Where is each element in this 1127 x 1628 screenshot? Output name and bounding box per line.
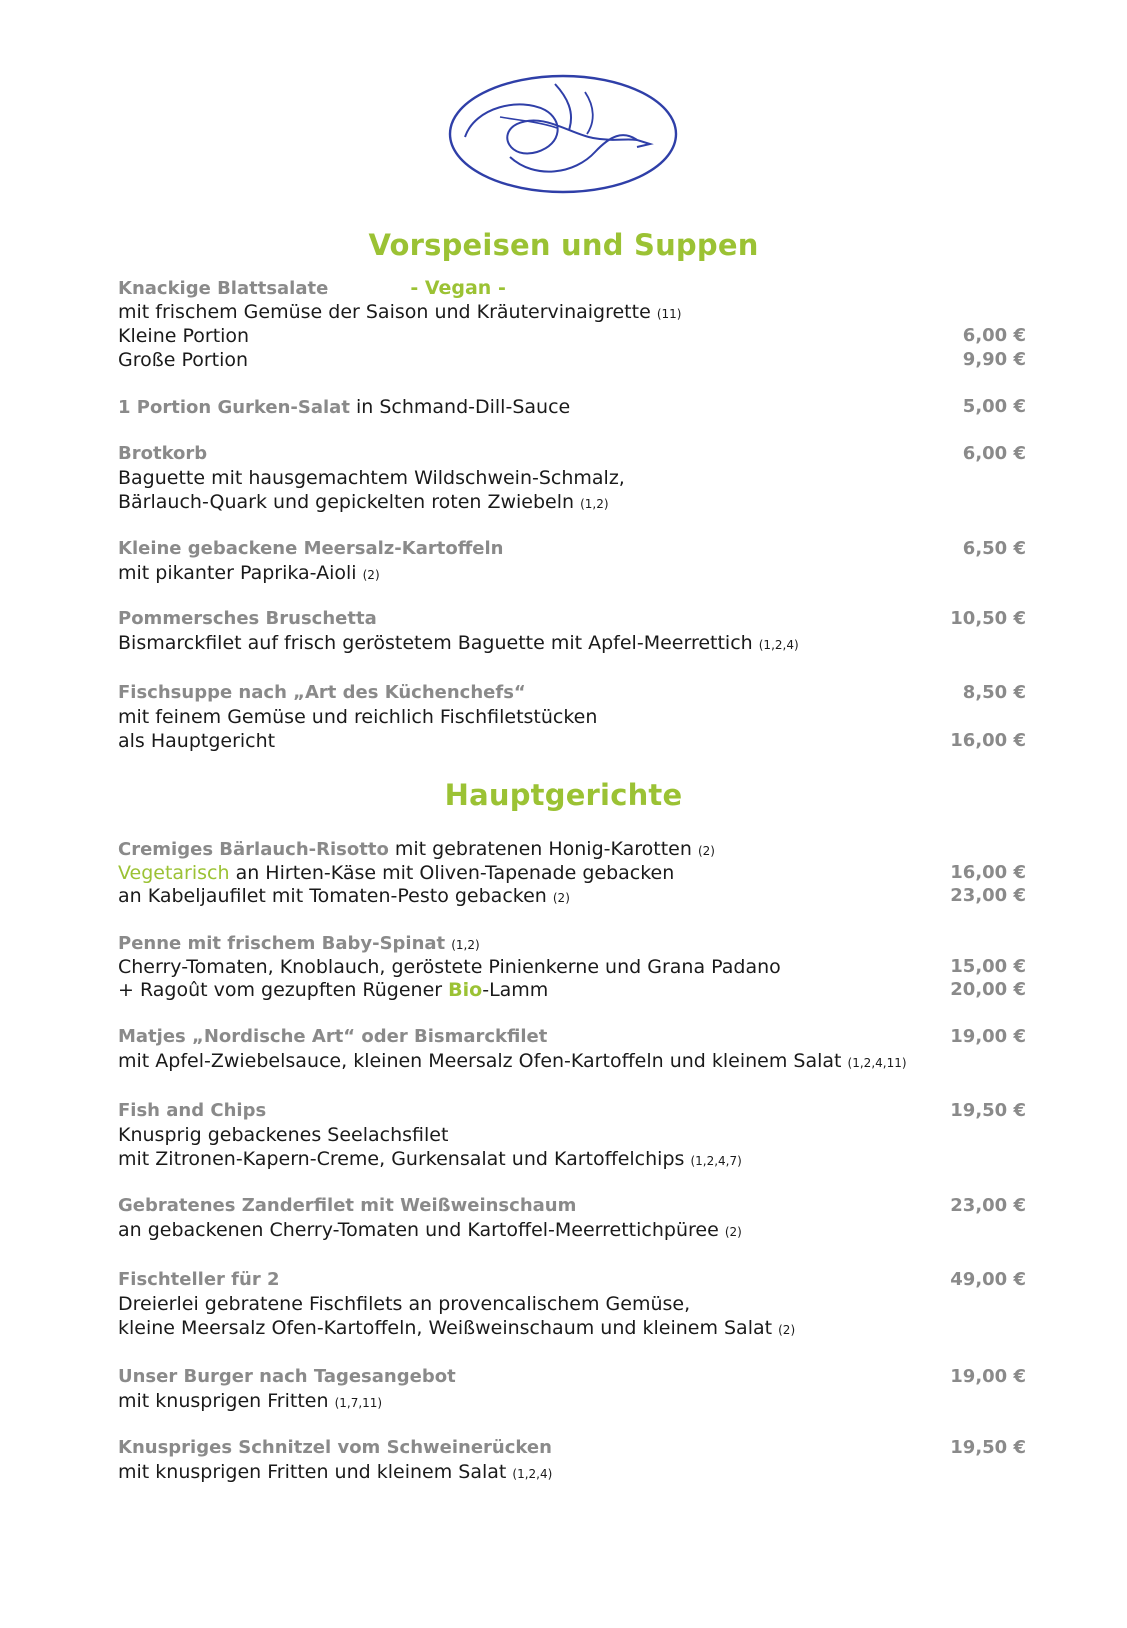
portion-large: Große Portion 9,90 € xyxy=(118,349,1026,371)
price: 6,50 € xyxy=(962,538,1026,559)
price: 6,00 € xyxy=(962,325,1026,346)
vegetarian-tag: Vegetarisch xyxy=(118,862,230,884)
menu-item-potatoes: Kleine gebackene Meersalz-Kartoffeln 6,50 € xyxy=(118,538,1026,559)
dish-description: Knusprig gebackenes Seelachsfilet xyxy=(118,1124,449,1146)
dish-description: an gebackenen Cherry-Tomaten und Kartoffel-Meerrettichpüree (2) xyxy=(118,1219,742,1241)
price: 5,00 € xyxy=(962,396,1026,417)
price: 8,50 € xyxy=(962,682,1026,703)
section-title-mains: Hauptgerichte xyxy=(444,778,683,812)
bio-tag: Bio xyxy=(448,979,483,1001)
price: 19,50 € xyxy=(950,1437,1026,1458)
dish-description: Bismarckfilet auf frisch geröstetem Baguette mit Apfel-Meerrettich (1,2,4) xyxy=(118,632,799,654)
menu-item-burger: Unser Burger nach Tagesangebot 19,00 € xyxy=(118,1366,1026,1387)
dish-description: Baguette mit hausgemachtem Wildschwein-Schmalz, xyxy=(118,467,625,489)
section-title-starters: Vorspeisen und Suppen xyxy=(368,228,759,262)
portion-small: Kleine Portion 6,00 € xyxy=(118,325,1026,347)
menu-item-matjes: Matjes „Nordische Art“ oder Bismarckfilet 19,00 € xyxy=(118,1026,1026,1047)
dish-description: mit frischem Gemüse der Saison und Kräutervinaigrette (11) xyxy=(118,301,682,323)
menu-item-cucumber: 1 Portion Gurken-Salat in Schmand-Dill-Sauce 5,00 € xyxy=(118,396,1026,418)
price: 19,00 € xyxy=(950,1366,1026,1387)
price: 6,00 € xyxy=(962,443,1026,464)
dish-description: mit feinem Gemüse und reichlich Fischfiletstücken xyxy=(118,706,598,728)
dish-description: mit Zitronen-Kapern-Creme, Gurkensalat und Kartoffelchips (1,2,4,7) xyxy=(118,1148,742,1170)
menu-item-bread: Brotkorb 6,00 € xyxy=(118,443,1026,464)
menu-item-salad xyxy=(118,276,1026,300)
menu-item-penne: Penne mit frischem Baby-Spinat (1,2) xyxy=(118,933,480,954)
menu-item-schnitzel: Knuspriges Schnitzel vom Schweinerücken 19,50 € xyxy=(118,1437,1026,1458)
price: 20,00 € xyxy=(950,979,1026,1000)
dish-description: Cherry-Tomaten, Knoblauch, geröstete Pinienkerne und Grana Padano 15,00 € xyxy=(118,956,1026,978)
risotto-fish: an Kabeljaufilet mit Tomaten-Pesto gebacken (2) 23,00 € xyxy=(118,885,1026,907)
price: 9,90 € xyxy=(962,349,1026,370)
price: 15,00 € xyxy=(950,956,1026,977)
penne-lamb-option: + Ragoût vom gezupften Rügener Bio-Lamm 20,00 € xyxy=(118,979,1026,1001)
risotto-vegetarian: Vegetarisch an Hirten-Käse mit Oliven-Tapenade gebacken 16,00 € xyxy=(118,862,1026,884)
menu-item-soup: Fischsuppe nach „Art des Küchenchefs“ 8,50 € xyxy=(118,682,1026,703)
dish-description: mit knusprigen Fritten (1,7,11) xyxy=(118,1390,383,1412)
soup-main-portion: als Hauptgericht 16,00 € xyxy=(118,730,1026,752)
allergen-note: (11) xyxy=(656,307,682,321)
menu-item-fish-and-chips: Fish and Chips 19,50 € xyxy=(118,1100,1026,1121)
price: 10,50 € xyxy=(950,608,1026,629)
menu-item-bruschetta: Pommersches Bruschetta 10,50 € xyxy=(118,608,1026,629)
price: 16,00 € xyxy=(950,862,1026,883)
bird-logo-icon xyxy=(445,62,685,212)
dish-description: mit pikanter Paprika-Aioli (2) xyxy=(118,562,380,584)
price: 49,00 € xyxy=(950,1269,1026,1290)
price: 19,50 € xyxy=(950,1100,1026,1121)
vegan-tag: - Vegan - xyxy=(410,277,506,299)
price: 16,00 € xyxy=(950,730,1026,751)
menu-item-fish-plate: Fischteller für 2 49,00 € xyxy=(118,1269,1026,1290)
price: 19,00 € xyxy=(950,1026,1026,1047)
dish-description: Bärlauch-Quark und gepickelten roten Zwiebeln (1,2) xyxy=(118,491,609,513)
menu-item-zander: Gebratenes Zanderfilet mit Weißweinschaum 23,00 € xyxy=(118,1195,1026,1216)
dish-description: mit knusprigen Fritten und kleinem Salat (1,2,4) xyxy=(118,1461,553,1483)
dish-description: mit Apfel-Zwiebelsauce, kleinen Meersalz Ofen-Kartoffeln und kleinem Salat (1,2,4,11) xyxy=(118,1050,907,1072)
menu-item-risotto: Cremiges Bärlauch-Risotto mit gebratenen Honig-Karotten (2) xyxy=(118,838,715,860)
price: 23,00 € xyxy=(950,1195,1026,1216)
dish-name: Knackige Blattsalate xyxy=(118,278,329,299)
price: 23,00 € xyxy=(950,885,1026,906)
dish-description: kleine Meersalz Ofen-Kartoffeln, Weißweinschaum und kleinem Salat (2) xyxy=(118,1317,796,1339)
dish-description: Dreierlei gebratene Fischfilets an provencalischem Gemüse, xyxy=(118,1293,691,1315)
